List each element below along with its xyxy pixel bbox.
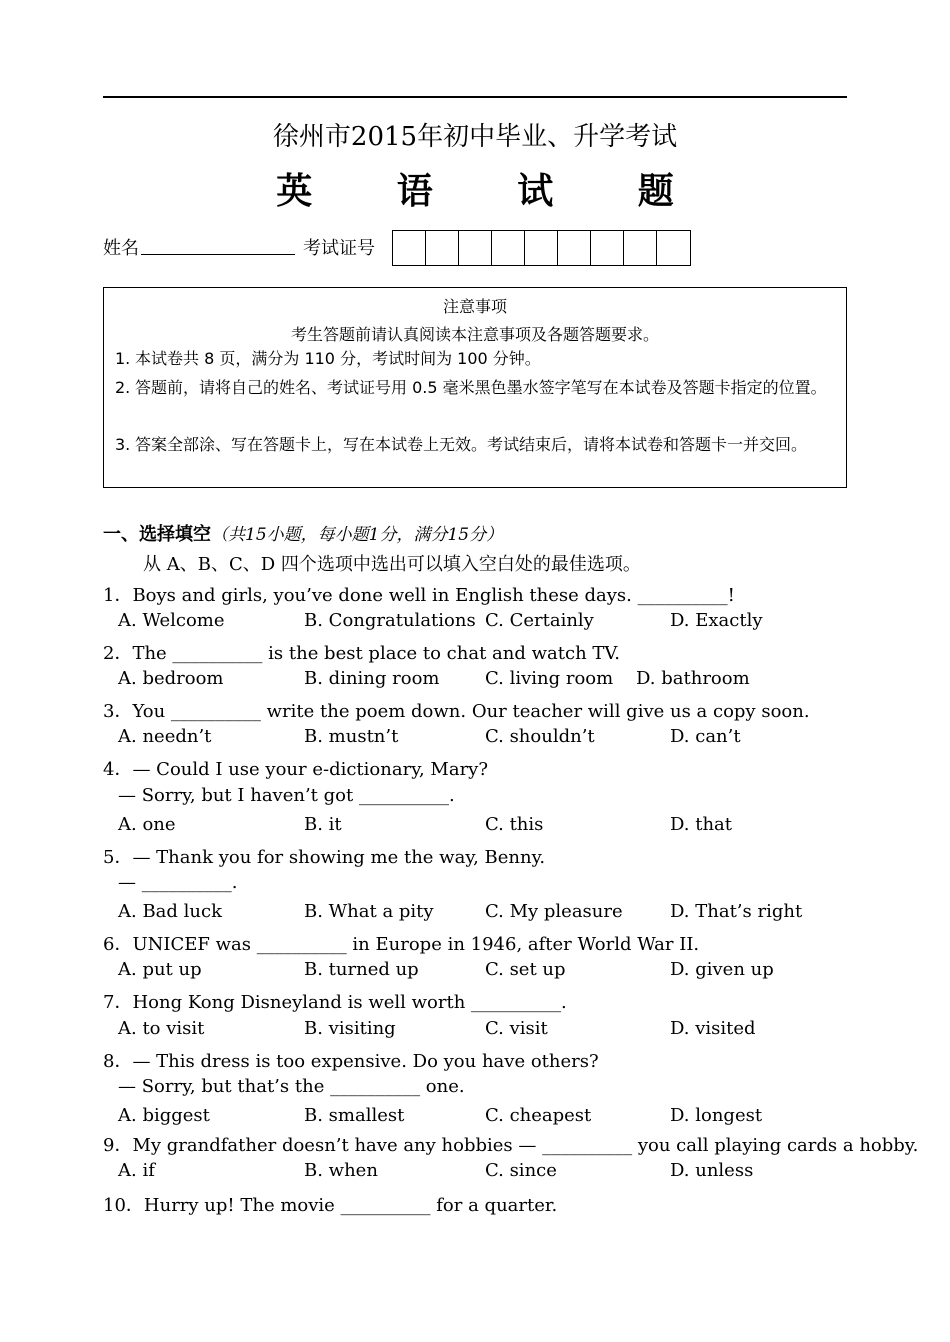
exam-id-box[interactable] — [525, 231, 558, 265]
option-b[interactable]: B. mustn’t — [304, 726, 399, 747]
notice-item — [115, 345, 839, 373]
option-d[interactable]: D. That’s right — [670, 901, 803, 922]
option-d[interactable]: D. that — [670, 814, 733, 835]
option-a[interactable]: A. one — [118, 814, 176, 835]
exam-id-box[interactable] — [657, 231, 690, 265]
question-stem: 6．UNICEF was __________ in Europe in 1946, after World War II. — [103, 934, 700, 955]
notice-title: 注意事项 — [442, 297, 507, 316]
option-b[interactable]: B. smallest — [304, 1105, 405, 1126]
question-stem: 7．Hong Kong Disneyland is well worth __________. — [103, 992, 567, 1013]
option-a[interactable]: A. if — [118, 1160, 155, 1181]
option-d[interactable]: D. bathroom — [636, 668, 750, 689]
option-b[interactable]: B. when — [304, 1160, 378, 1181]
option-d[interactable]: D. visited — [670, 1018, 756, 1039]
option-b[interactable]: B. dining room — [304, 668, 440, 689]
question-stem: 9．My grandfather doesn’t have any hobbies — __________ you call playing cards a hobby. — [103, 1135, 919, 1156]
option-d[interactable]: D. Exactly — [670, 610, 763, 631]
exam-id-label: 考试证号 — [303, 238, 375, 259]
option-c[interactable]: C. My pleasure — [485, 901, 623, 922]
exam-id-box[interactable] — [393, 231, 426, 265]
question-stem: 2．The __________ is the best place to chat and watch TV. — [103, 643, 620, 664]
option-c[interactable]: C. since — [485, 1160, 557, 1181]
section-heading-title: 一、选择填空 — [103, 524, 211, 545]
exam-id-box[interactable] — [558, 231, 591, 265]
question-stem-reply: — __________. — [118, 872, 238, 893]
subject-title: 英 语 试 题 — [276, 171, 710, 212]
question-stem: 1．Boys and girls, you’ve done well in English these days. __________! — [103, 585, 735, 606]
option-b[interactable]: B. it — [304, 814, 342, 835]
notice-item-number: 1. — [115, 349, 131, 368]
question-stem: 3．You __________ write the poem down. Our teacher will give us a copy soon. — [103, 701, 810, 722]
exam-id-boxes[interactable] — [392, 230, 691, 266]
notice-subtitle: 考生答题前请认真阅读本注意事项及各题答题要求。 — [290, 325, 659, 344]
section-instruction: 从 A、B、C、D 四个选项中选出可以填入空白处的最佳选项。 — [143, 554, 641, 575]
notice-item — [115, 374, 839, 402]
option-d[interactable]: D. unless — [670, 1160, 754, 1181]
option-c[interactable]: C. shouldn’t — [485, 726, 595, 747]
exam-id-box[interactable] — [591, 231, 624, 265]
candidate-info-row — [103, 230, 847, 266]
option-c[interactable]: C. cheapest — [485, 1105, 592, 1126]
option-d[interactable]: D. longest — [670, 1105, 763, 1126]
option-d[interactable]: D. given up — [670, 959, 774, 980]
option-b[interactable]: B. What a pity — [304, 901, 434, 922]
notice-item — [115, 431, 839, 459]
name-blank[interactable] — [141, 254, 295, 255]
notice-item-number: 3. — [115, 435, 131, 454]
question-stem: 4．— Could I use your e-dictionary, Mary? — [103, 759, 488, 780]
option-c[interactable]: C. set up — [485, 959, 566, 980]
question-stem: 5．— Thank you for showing me the way, Benny. — [103, 847, 546, 868]
section-heading-note: （共15小题，每小题1分，满分15分） — [211, 525, 504, 545]
exam-id-box[interactable] — [426, 231, 459, 265]
option-c[interactable]: C. Certainly — [485, 610, 594, 631]
option-a[interactable]: A. needn’t — [118, 726, 212, 747]
option-a[interactable]: A. put up — [118, 959, 202, 980]
option-b[interactable]: B. Congratulations — [304, 610, 476, 631]
notice-item-text: 答题前，请将自己的姓名、考试证号用 0.5 毫米黑色墨水签字笔写在本试卷及答题卡指定的位置。 — [135, 378, 827, 397]
question-stem-reply: — Sorry, but I haven’t got __________. — [118, 785, 455, 806]
option-c[interactable]: C. visit — [485, 1018, 548, 1039]
exam-id-box[interactable] — [492, 231, 525, 265]
question-stem: 10．Hurry up! The movie __________ for a quarter. — [103, 1195, 558, 1216]
section-heading — [103, 520, 503, 546]
name-label: 姓名 — [103, 238, 139, 259]
option-c[interactable]: C. living room — [485, 668, 614, 689]
question-stem-reply: — Sorry, but that’s the __________ one. — [118, 1076, 465, 1097]
exam-id-box[interactable] — [624, 231, 657, 265]
notice-box — [103, 287, 847, 488]
option-a[interactable]: A. Welcome — [118, 610, 225, 631]
notice-item-text: 答案全部涂、写在答题卡上，写在本试卷上无效。考试结束后，请将本试卷和答题卡一并交回。 — [135, 435, 808, 454]
option-d[interactable]: D. can’t — [670, 726, 741, 747]
option-b[interactable]: B. visiting — [304, 1018, 396, 1039]
option-a[interactable]: A. biggest — [118, 1105, 210, 1126]
option-b[interactable]: B. turned up — [304, 959, 419, 980]
exam-id-box[interactable] — [459, 231, 492, 265]
option-a[interactable]: A. Bad luck — [118, 901, 222, 922]
option-a[interactable]: A. bedroom — [118, 668, 224, 689]
option-c[interactable]: C. this — [485, 814, 544, 835]
notice-item-text: 本试卷共 8 页，满分为 110 分，考试时间为 100 分钟。 — [135, 349, 541, 368]
top-rule — [103, 96, 847, 98]
option-a[interactable]: A. to visit — [118, 1018, 205, 1039]
notice-item-number: 2. — [115, 378, 131, 397]
exam-title: 徐州市2015年初中毕业、升学考试 — [272, 122, 678, 152]
question-stem: 8．— This dress is too expensive. Do you have others? — [103, 1051, 599, 1072]
